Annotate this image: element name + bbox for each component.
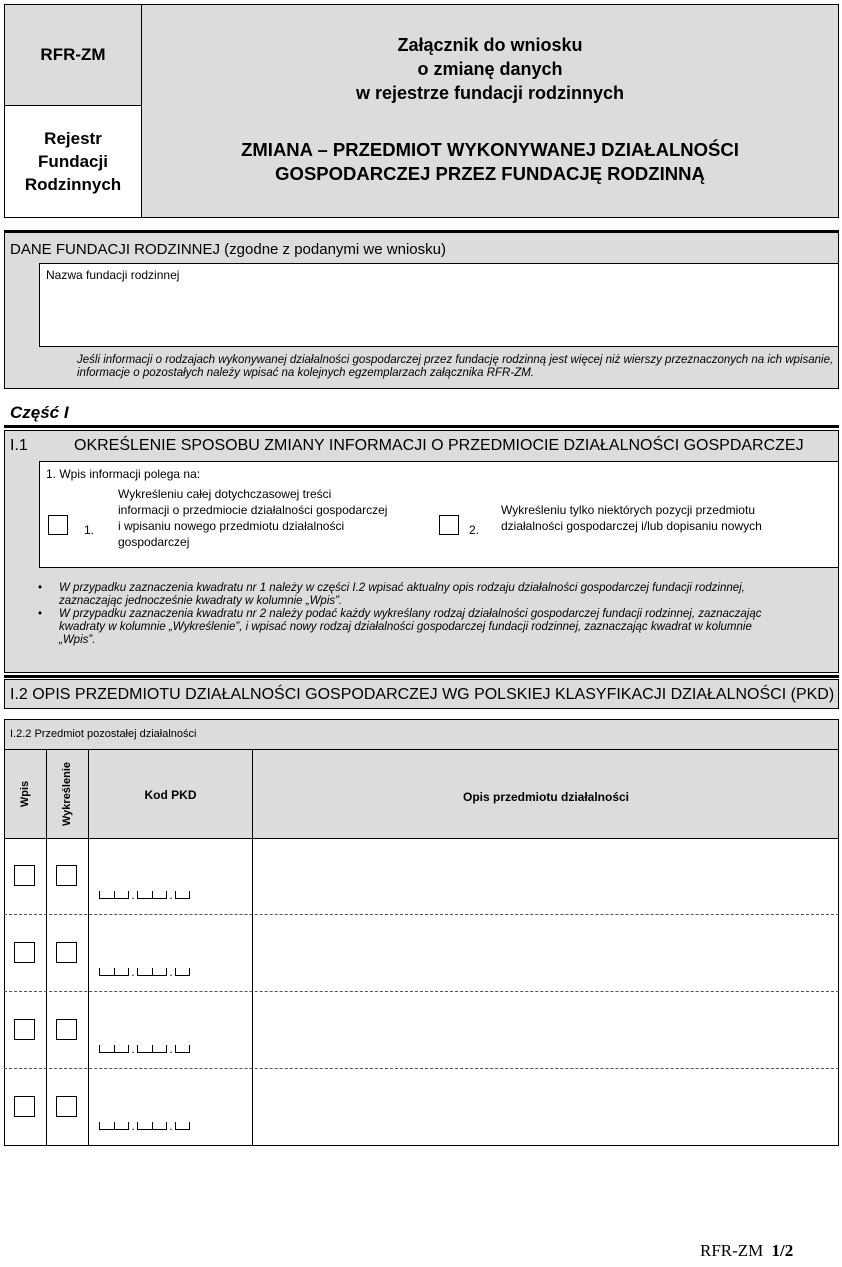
form-title-line: o zmianę danych [417,59,563,79]
pkd-digit-box[interactable] [114,891,129,899]
option1-number: 1. [84,523,95,537]
divider [4,675,839,678]
instructions [38,582,833,647]
pkd-digit-box[interactable] [99,1045,114,1053]
instruction-line: W przypadku zaznaczenia kwadratu nr 2 należy podać każdy wykreślany rodzaj działalności gospodarczej fundacji rodzinnej, zaznaczając [59,608,762,620]
col-header-wpis: Wpis [19,780,31,808]
col-header-opis: Opis przedmiotu działalności [462,790,630,804]
pkd-digit-box[interactable] [175,968,190,976]
change-type-question: 1. Wpis informacji polega na: [46,467,201,481]
pkd-digit-box[interactable] [99,1122,114,1130]
form-subtitle [141,138,839,186]
pkd-separator: . [131,1042,135,1056]
pkd-digit-box[interactable] [114,1122,129,1130]
kod-pkd-field[interactable] [99,958,190,979]
option2-number: 2. [469,523,480,537]
form-title-line: Załącznik do wniosku [397,35,583,55]
pkd-digit-box[interactable] [99,891,114,899]
foundation-note: Jeśli informacji o rodzajach wykonywanej działalności gospodarczej przez fundację rodzinną jest więcej niż wierszy przeznaczonych na ich wpisanie, informacje o pozostałych należy wpisać na kolejnych egzemplarzach załącznika RFR-ZM. [77,354,834,379]
pkd-digit-box[interactable] [175,1122,190,1130]
pkd-digit-box[interactable] [152,891,167,899]
registry-name-text: Rejestr Fundacji Rodzinnych [24,129,122,194]
wpis-checkbox[interactable] [14,1019,35,1040]
wykreslenie-checkbox[interactable] [56,942,77,963]
registry-name [4,105,142,218]
opis-field[interactable] [258,998,834,1062]
col-header-wykreslenie: Wykreślenie [61,761,73,827]
pkd-separator: . [169,1119,173,1133]
section-i2-title: I.2 OPIS PRZEDMIOTU DZIAŁALNOŚCI GOSPODARCZEJ WG POLSKIEJ KLASYFIKACJI DZIAŁALNOŚCI (PKD) [10,686,835,703]
part-heading: Część I [10,403,69,422]
pkd-digit-box[interactable] [152,968,167,976]
bullet-icon: • [38,582,43,594]
pkd-separator: . [169,1042,173,1056]
form-title-line: w rejestrze fundacji rodzinnych [355,83,625,103]
instruction-line: zaznaczając jednocześnie kwadraty w kolumnie „Wpis”. [59,595,343,607]
table-caption: I.2.2 Przedmiot pozostałej działalności [10,728,197,740]
foundation-section-title: DANE FUNDACJI RODZINNEJ (zgodne z podanymi we wniosku) [10,241,446,258]
wpis-checkbox[interactable] [14,865,35,886]
pkd-digit-box[interactable] [137,1045,152,1053]
divider [4,425,839,428]
pkd-digit-box[interactable] [137,968,152,976]
opis-field[interactable] [258,921,834,985]
wpis-checkbox[interactable] [14,942,35,963]
pkd-digit-box[interactable] [114,968,129,976]
option1-line: gospodarczej [118,535,190,549]
pkd-separator: . [169,888,173,902]
opis-field[interactable] [258,844,834,908]
option2-line: Wykreśleniu tylko niektórych pozycji przedmiotu [501,503,755,517]
footer [700,1241,793,1261]
option2-line: działalności gospodarczej i/lub dopisaniu nowych [501,519,762,533]
foundation-name-label: Nazwa fundacji rodzinnej [46,268,180,282]
option2-checkbox[interactable] [439,515,459,535]
pkd-digit-box[interactable] [137,1122,152,1130]
option2-text [501,502,762,534]
pkd-digit-box[interactable] [175,1045,190,1053]
footer-code: RFR-ZM [700,1241,764,1260]
opis-field[interactable] [258,1075,834,1139]
wykreslenie-checkbox[interactable] [56,1019,77,1040]
pkd-separator: . [131,1119,135,1133]
option1-text [118,486,387,550]
instruction-line: kwadraty w kolumnie „Wykreślenie”, i wpisać nowy rodzaj działalności gospodarczej fundacji rodzinnej, zaznaczając kwadrat w kolumnie [59,621,752,633]
wykreslenie-checkbox[interactable] [56,1096,77,1117]
pkd-digit-box[interactable] [152,1045,167,1053]
option1-line: Wykreśleniu całej dotychczasowej treści [118,487,332,501]
pkd-digit-box[interactable] [137,891,152,899]
kod-pkd-field[interactable] [99,1112,190,1133]
form-subtitle-line: GOSPODARCZEJ PRZEZ FUNDACJĘ RODZINNĄ [275,163,705,184]
instruction-line: „Wpis”. [59,634,96,646]
foundation-name-field[interactable] [39,263,839,347]
table-row [4,992,839,1069]
pkd-digit-box[interactable] [99,968,114,976]
option1-checkbox[interactable] [48,515,68,535]
form-subtitle-line: ZMIANA – PRZEDMIOT WYKONYWANEJ DZIAŁALNOŚCI [241,139,739,160]
wpis-checkbox[interactable] [14,1096,35,1117]
pkd-digit-box[interactable] [114,1045,129,1053]
table-row [4,1069,839,1146]
col-header-kod-pkd: Kod PKD [144,788,197,802]
table-row [4,838,839,915]
wykreslenie-checkbox[interactable] [56,865,77,886]
pkd-digit-box[interactable] [152,1122,167,1130]
section-i1-title: OKREŚLENIE SPOSOBU ZMIANY INFORMACJI O PRZEDMIOCIE DZIAŁALNOŚCI GOSPDARCZEJ [74,437,804,454]
form-code-text: RFR-ZM [40,45,106,64]
instruction-item [38,582,833,608]
kod-pkd-field[interactable] [99,1035,190,1056]
instruction-item [38,608,833,647]
option1-line: i wpisaniu nowego przedmiotu działalności [118,519,345,533]
kod-pkd-field[interactable] [99,881,190,902]
bullet-icon: • [38,608,43,620]
pkd-separator: . [131,888,135,902]
form-code [4,4,142,106]
instruction-line: W przypadku zaznaczenia kwadratu nr 1 należy w części I.2 wpisać aktualny opis rodzaju działalności gospodarczej fundacji rodzinnej, [59,582,745,594]
section-i1-number: I.1 [10,437,28,454]
form-title [141,33,839,105]
footer-page: 1/2 [771,1241,794,1260]
table-row [4,915,839,992]
pkd-digit-box[interactable] [175,891,190,899]
pkd-separator: . [131,965,135,979]
pkd-separator: . [169,965,173,979]
option1-line: informacji o przedmiocie działalności gospodarczej [118,503,388,517]
